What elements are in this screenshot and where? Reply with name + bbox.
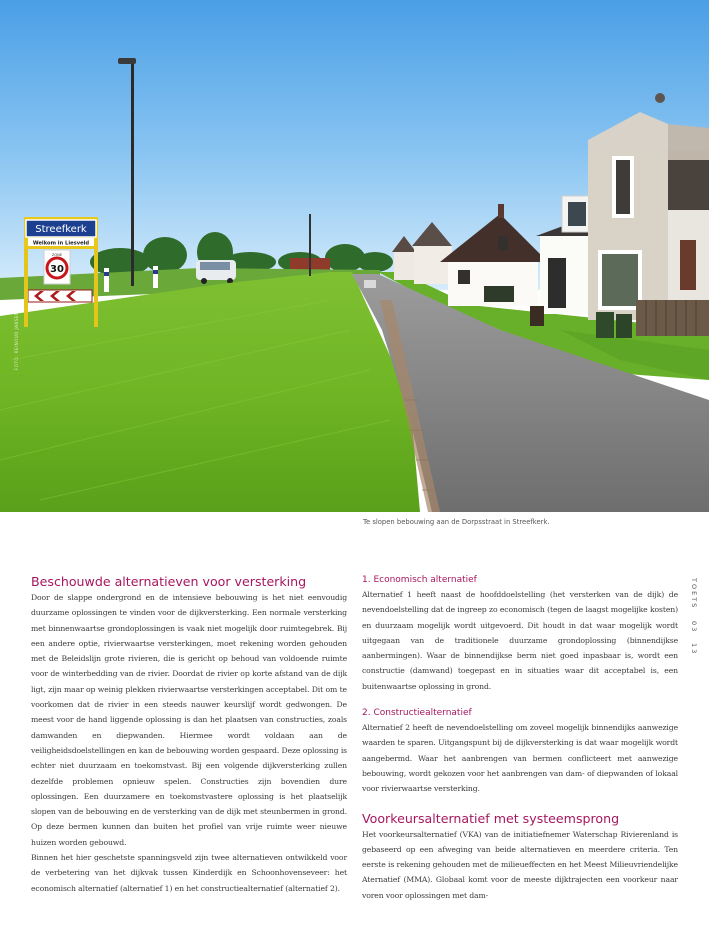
subheading-construction-alternative: 2. Constructiealternatief — [362, 708, 472, 719]
photo-caption: Te slopen bebouwing aan de Dorpsstraat in Streefkerk. — [363, 518, 550, 526]
paragraph: Alternatief 2 heeft de nevendoelstelling om zoveel mogelijk binnendijks aanwezige waarden te sparen. Uitgangspunt bij de dijkversterking is dat waar mogelijk wordt aangebermd. Waar het aanbrengen van bermen conflicteert met aanwezige bebouwing, wordt gekozen voor het aanbrengen van dam- of diepwanden of lokaal voor rivierwaartse versterking. — [362, 723, 678, 794]
dike-grass — [0, 272, 420, 512]
paragraph: Binnen het hier geschetste spanningsveld zijn twee alternatieven ontwikkeld voor de verbetering van het dijkvak tussen Kinderdijk en Schoonhovenseveer: het economisch alternatief (alternatief 1) en het constructiealternatief (alternatief 2). — [31, 853, 347, 893]
page-number: 13 — [690, 642, 698, 656]
distant-car — [364, 280, 376, 288]
journal-name: TOETS — [690, 578, 698, 610]
section-heading-alternatives: Beschouwde alternatieven voor versterking — [31, 574, 307, 589]
far-lamp — [309, 214, 311, 276]
paragraph: Door de slappe ondergrond en de intensieve bebouwing is het niet eenvoudig duurzame oplossingen te vinden voor de dijkversterking. Een normale versterking met binnenwaartse grondoplossingen is vaak niet mogelijk door ruimtegebrek. Bij een andere optie, rivierwaartse versterkingen, moet rekening worden gehouden met de Beleidslijn grote rivieren, die is gericht op behoud van voldoende ruimte voor de winterbedding van de rivier. Doordat de rivier op korte afstand van de dijk ligt, zijn maar op weinig plekken rivierwaartse versterkingen acceptabel. Dit om te voorkomen dat de rivier in een steeds nauwer keurslijf wordt gedwongen. De meest voor de hand liggende oplossing is dan het plaatsen van constructies, zoals damwanden en diepwanden. Hiermee wordt voldaan aan de veiligheidsdoelstellingen en kan de bebouwing worden gespaard. Deze oplossing is echter niet duurzaam en toekomstvast. Bij een volgende dijkversterking zullen dezelfde problemen opnieuw spelen. Constructies zijn bovendien dure oplossingen. Een duurzamere en toekomstvastere oplossing is het plaatselijk slopen van de bebouwing en de versterking van de dijk met steunbermen in grond. Op deze bermen kunnen dan buiten het profiel van vrije ruimte weer nieuwe huizen worden gebouwd. — [31, 593, 347, 847]
photo-credit: FOTO: REINOUD JANSEN — [14, 311, 19, 370]
sign-zone-label: ZONE — [51, 253, 63, 257]
section-heading-preferred-alternative: Voorkeursalternatief met systeemsprong — [362, 810, 620, 826]
right-column — [362, 574, 678, 903]
sign-speed-value: 30 — [50, 264, 64, 275]
chevron-board — [28, 290, 92, 302]
paragraph: Het voorkeursalternatief (VKA) van de initiatiefnemer Waterschap Rivierenland is gebaseerd op een afweging van beide alternatieven en meerdere criteria. Ten eerste is rekening gehouden met de milieueffecten en het Meest Milieuvriendelijke Aternatief (MMA). Globaal komt voor de meeste dijktrajecten een voorkeur naar voren voor oplossingen met dam- — [362, 829, 678, 900]
sign-town-name: Streefkerk — [35, 224, 87, 235]
left-column — [31, 574, 347, 896]
subheading-economic-alternative: 1. Economisch alternatief — [362, 575, 477, 585]
sign-welcome-text: Welkom in Liesveld — [32, 240, 90, 247]
running-head — [690, 578, 698, 655]
paragraph: Alternatief 1 heeft naast de hoofddoelstelling (het versterken van de dijk) de nevendoelstelling dat de ingreep zo economisch (tegen de laagst mogelijke kosten) en duurzaam mogelijk wordt uitgevoerd. Dit houdt in dat waar mogelijk wordt uitgegaan van de traditionele duurzame grondoplossing (binnendijkse aanbermingen). Waar de binnendijkse berm niet goed inpasbaar is, wordt een constructie (damwand) toegepast en in situaties waar dit acceptabel is, een buitenwaartse oplossing in grond. — [362, 590, 678, 691]
issue-number: 03 — [690, 621, 698, 634]
